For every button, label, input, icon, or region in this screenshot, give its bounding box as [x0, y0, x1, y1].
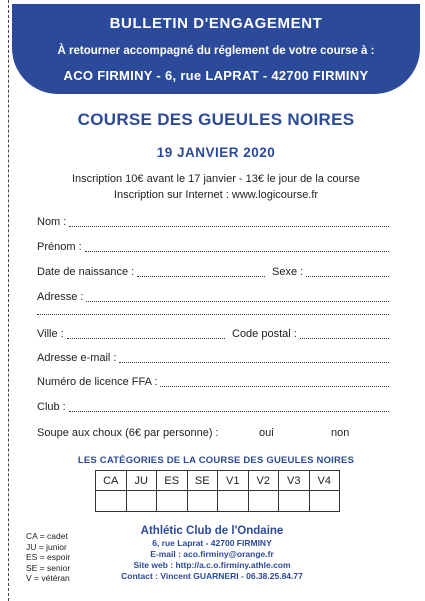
- club-address: 6, rue Laprat - 42700 FIRMINY: [152, 538, 272, 548]
- return-instruction: À retourner accompagné du réglement de votre course à :: [57, 45, 375, 57]
- legend-item: SE = senior: [26, 562, 71, 573]
- category-cell: V1: [218, 471, 249, 491]
- field-prenom[interactable]: [37, 240, 389, 254]
- soupe-oui-option[interactable]: oui: [259, 427, 274, 439]
- soupe-non-option[interactable]: non: [331, 427, 350, 439]
- field-ville-line[interactable]: [67, 329, 225, 339]
- field-licence-line[interactable]: [160, 377, 389, 387]
- cut-line: [8, 0, 9, 601]
- field-code-postal-line[interactable]: [300, 329, 389, 339]
- field-nom-label: Nom :: [37, 216, 67, 228]
- field-sexe-line[interactable]: [306, 267, 389, 277]
- race-date: 19 JANVIER 2020: [156, 145, 276, 160]
- web-info: Inscription sur Internet : www.logicourse.fr: [113, 189, 319, 201]
- legend-item: V = vétéran: [26, 573, 70, 584]
- category-checkbox-v1[interactable]: [218, 491, 249, 512]
- field-email[interactable]: [37, 351, 389, 365]
- category-cell: CA: [96, 471, 127, 491]
- field-email-label: Adresse e-mail :: [37, 352, 117, 364]
- category-cell: V3: [279, 471, 310, 491]
- field-club-label: Club :: [37, 401, 66, 413]
- field-adresse-label: Adresse :: [37, 291, 84, 303]
- category-cell: V2: [248, 471, 279, 491]
- category-checkbox-ju[interactable]: [126, 491, 157, 512]
- category-cell: ES: [157, 471, 188, 491]
- field-club-line[interactable]: [69, 402, 389, 412]
- field-sexe-label: Sexe :: [272, 266, 304, 278]
- club-contact-block: [112, 524, 312, 582]
- categories-title: LES CATÉGORIES DE LA COURSE DES GUEULES NOIRES: [77, 455, 355, 466]
- field-nom[interactable]: [37, 215, 389, 229]
- field-naissance[interactable]: [37, 265, 265, 279]
- bulletin-title: BULLETIN D'ENGAGEMENT: [109, 15, 323, 32]
- club-name: Athlétic Club de l'Ondaine: [140, 525, 284, 537]
- legend-item: JU = junior: [26, 541, 67, 552]
- fee-info: Inscription 10€ avant le 17 janvier - 13€ le jour de la course: [71, 173, 360, 185]
- club-email: E-mail : aco.firminy@orange.fr: [150, 549, 274, 559]
- field-sexe[interactable]: [272, 265, 389, 279]
- field-email-line[interactable]: [119, 353, 389, 363]
- category-checkbox-ca[interactable]: [96, 491, 127, 512]
- field-naissance-label: Date de naissance :: [37, 266, 135, 278]
- club-contact: Contact : Vincent GUARNERI - 06.38.25.84.77: [121, 571, 303, 581]
- field-licence[interactable]: [37, 375, 389, 389]
- category-legend: [26, 531, 70, 584]
- category-checkbox-v2[interactable]: [248, 491, 279, 512]
- categories-header-row: [96, 471, 340, 491]
- field-ville[interactable]: [37, 327, 225, 341]
- field-club[interactable]: [37, 400, 389, 414]
- category-cell: V4: [309, 471, 340, 491]
- club-site: Site web : http://a.c.o.firminy.athle.com: [133, 560, 291, 570]
- field-naissance-line[interactable]: [137, 267, 265, 277]
- soupe-aux-choux: [37, 427, 397, 441]
- field-prenom-line[interactable]: [85, 242, 389, 252]
- return-address: ACO FIRMINY - 6, rue LAPRAT - 42700 FIRMINY: [63, 68, 369, 83]
- category-cell: SE: [187, 471, 218, 491]
- soupe-label: Soupe aux choux (6€ par personne) :: [37, 427, 219, 439]
- header-banner: [12, 4, 420, 94]
- field-licence-label: Numéro de licence FFA :: [37, 376, 158, 388]
- categories-table: [95, 470, 340, 512]
- category-checkbox-v3[interactable]: [279, 491, 310, 512]
- field-adresse[interactable]: [37, 290, 389, 304]
- field-adresse-line[interactable]: [86, 292, 389, 302]
- category-checkbox-se[interactable]: [187, 491, 218, 512]
- field-adresse-line-2[interactable]: [37, 314, 389, 315]
- field-ville-label: Ville :: [37, 328, 64, 340]
- field-code-postal[interactable]: [232, 327, 389, 341]
- legend-item: CA = cadet: [26, 531, 68, 541]
- legend-item: ES = espoir: [26, 552, 71, 563]
- field-nom-line[interactable]: [69, 217, 389, 227]
- race-title: COURSE DES GUEULES NOIRES: [77, 110, 355, 129]
- category-cell: JU: [126, 471, 157, 491]
- field-prenom-label: Prénom :: [37, 241, 82, 253]
- categories-checkbox-row: [96, 491, 340, 512]
- category-checkbox-es[interactable]: [157, 491, 188, 512]
- category-checkbox-v4[interactable]: [309, 491, 340, 512]
- field-code-postal-label: Code postal :: [232, 328, 297, 340]
